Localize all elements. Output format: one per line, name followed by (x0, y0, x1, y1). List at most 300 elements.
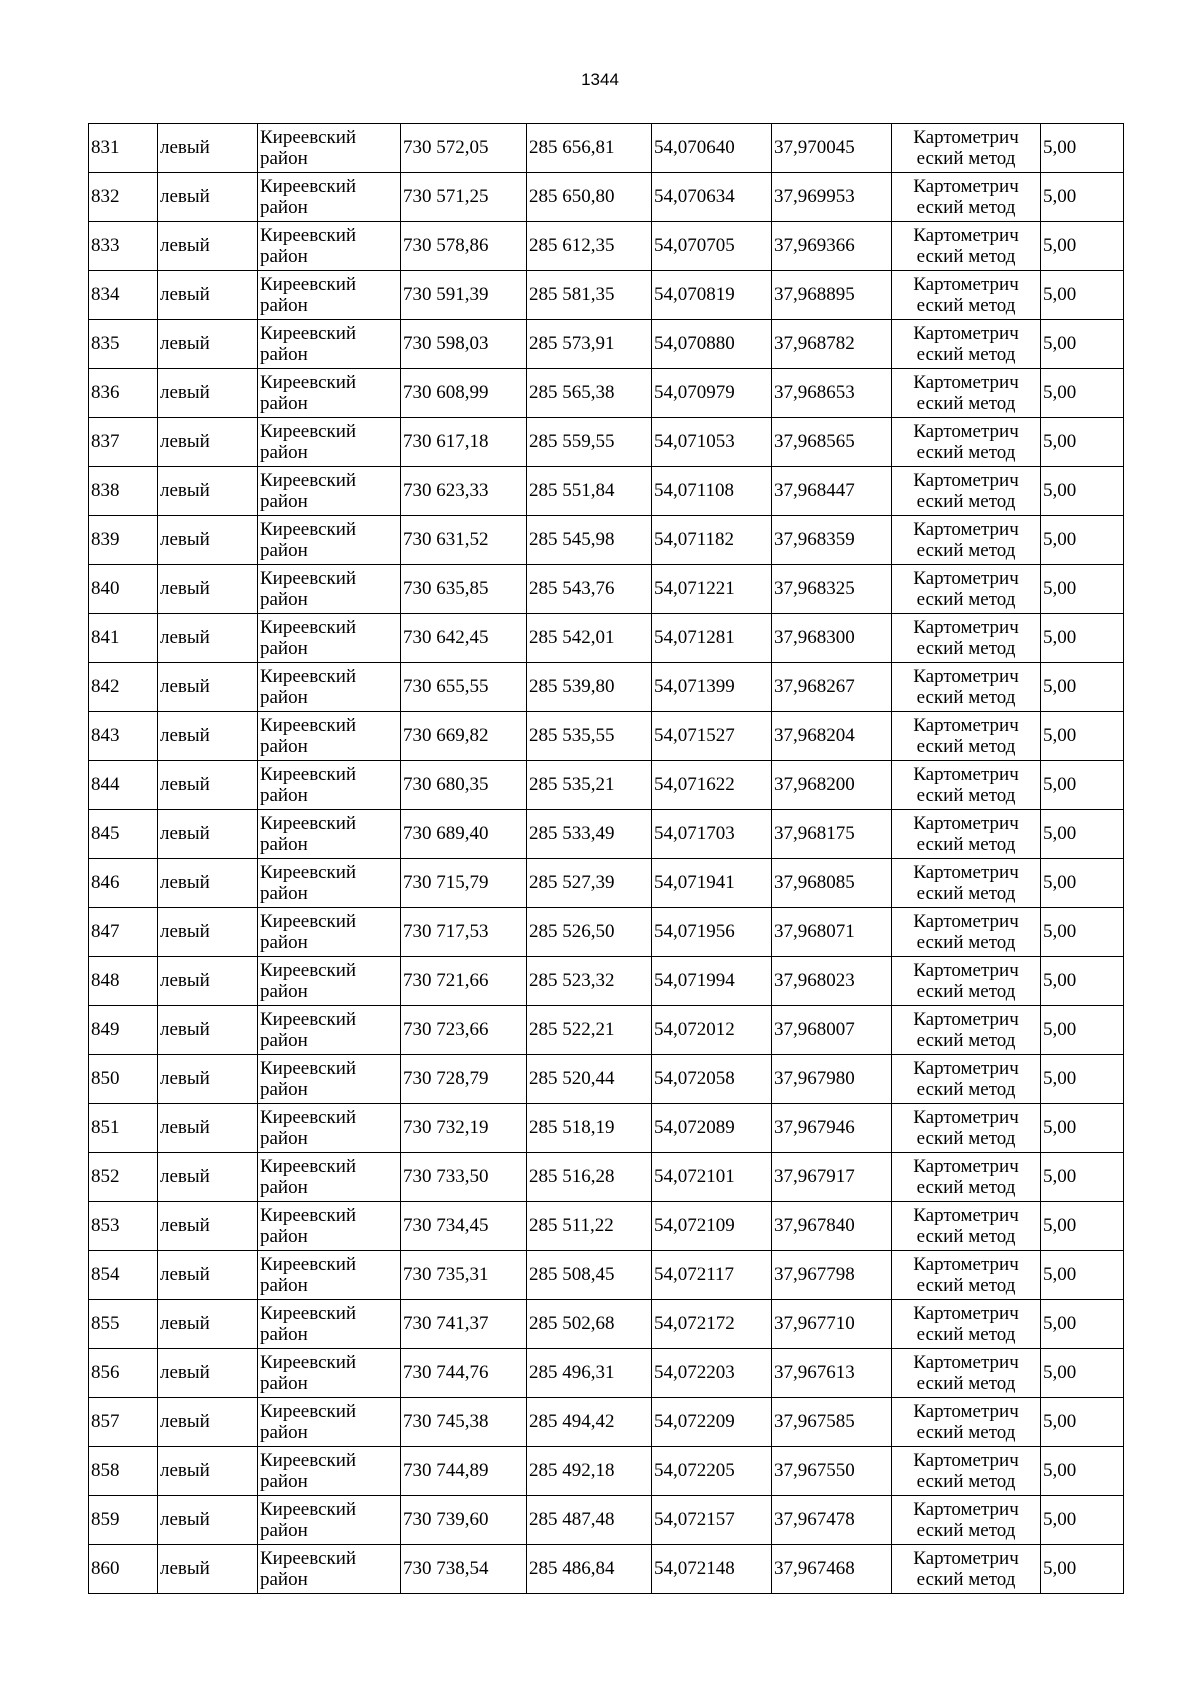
accuracy-cell (1041, 418, 1124, 467)
latitude-cell (652, 467, 772, 516)
method-cell (892, 271, 1041, 320)
district-cell (258, 124, 401, 173)
bank-side-cell (158, 1398, 258, 1447)
district-line-1: Киреевский (260, 1254, 357, 1275)
latitude-cell (652, 1300, 772, 1349)
longitude-cell (772, 1104, 892, 1153)
method-line-1: Картометрич (913, 372, 1019, 393)
y-coordinate-text: 285 508,45 (529, 1264, 615, 1285)
x-coordinate-text: 730 745,38 (403, 1411, 489, 1432)
bank-side-text: левый (160, 186, 210, 207)
x-coordinate-cell (401, 908, 527, 957)
x-coordinate-cell (401, 810, 527, 859)
y-coordinate-text: 285 511,22 (529, 1215, 614, 1236)
longitude-cell (772, 712, 892, 761)
longitude-cell (772, 124, 892, 173)
point-number-text: 834 (91, 284, 120, 305)
table-row (89, 1251, 1124, 1300)
bank-side-cell (158, 271, 258, 320)
point-number-text: 854 (91, 1264, 120, 1285)
table-row (89, 1055, 1124, 1104)
point-number-cell (89, 1349, 158, 1398)
latitude-cell (652, 1545, 772, 1594)
bank-side-cell (158, 222, 258, 271)
district-line-1: Киреевский (260, 813, 357, 834)
point-number-cell (89, 124, 158, 173)
longitude-text: 37,967468 (774, 1558, 855, 1579)
x-coordinate-cell (401, 859, 527, 908)
bank-side-cell (158, 1153, 258, 1202)
method-line-2: еский метод (916, 589, 1016, 610)
x-coordinate-text: 730 744,76 (403, 1362, 489, 1383)
y-coordinate-text: 285 559,55 (529, 431, 615, 452)
bank-side-cell (158, 1104, 258, 1153)
district-line-1: Киреевский (260, 617, 357, 638)
longitude-text: 37,968565 (774, 431, 855, 452)
accuracy-text: 5,00 (1043, 1019, 1077, 1040)
y-coordinate-text: 285 492,18 (529, 1460, 615, 1481)
accuracy-text: 5,00 (1043, 1117, 1077, 1138)
y-coordinate-text: 285 581,35 (529, 284, 615, 305)
point-number-cell (89, 712, 158, 761)
longitude-text: 37,968447 (774, 480, 855, 501)
point-number-cell (89, 320, 158, 369)
latitude-cell (652, 369, 772, 418)
longitude-cell (772, 1545, 892, 1594)
latitude-cell (652, 1104, 772, 1153)
longitude-text: 37,969366 (774, 235, 855, 256)
district-cell (258, 1006, 401, 1055)
table-row (89, 516, 1124, 565)
district-line-1: Киреевский (260, 715, 357, 736)
x-coordinate-cell (401, 1398, 527, 1447)
point-number-cell (89, 1153, 158, 1202)
y-coordinate-text: 285 612,35 (529, 235, 615, 256)
x-coordinate-text: 730 739,60 (403, 1509, 489, 1530)
page-number: 1344 (581, 70, 619, 89)
x-coordinate-text: 730 728,79 (403, 1068, 489, 1089)
bank-side-text: левый (160, 921, 210, 942)
x-coordinate-cell (401, 124, 527, 173)
y-coordinate-cell (527, 859, 652, 908)
district-cell (258, 1398, 401, 1447)
longitude-text: 37,968300 (774, 627, 855, 648)
method-cell (892, 1545, 1041, 1594)
accuracy-cell (1041, 1545, 1124, 1594)
y-coordinate-cell (527, 173, 652, 222)
accuracy-cell (1041, 1202, 1124, 1251)
table-row (89, 1300, 1124, 1349)
table-row (89, 1447, 1124, 1496)
latitude-cell (652, 173, 772, 222)
x-coordinate-text: 730 669,82 (403, 725, 489, 746)
y-coordinate-text: 285 518,19 (529, 1117, 615, 1138)
method-line-2: еский метод (916, 785, 1016, 806)
y-coordinate-cell (527, 712, 652, 761)
point-number-text: 844 (91, 774, 120, 795)
method-cell (892, 908, 1041, 957)
accuracy-text: 5,00 (1043, 872, 1077, 893)
latitude-text: 54,071956 (654, 921, 735, 942)
method-line-2: еский метод (916, 197, 1016, 218)
district-line-1: Киреевский (260, 274, 357, 295)
x-coordinate-cell (401, 467, 527, 516)
latitude-cell (652, 810, 772, 859)
method-cell (892, 859, 1041, 908)
x-coordinate-text: 730 655,55 (403, 676, 489, 697)
point-number-cell (89, 810, 158, 859)
table-row (89, 1349, 1124, 1398)
table-row (89, 222, 1124, 271)
point-number-text: 847 (91, 921, 120, 942)
longitude-cell (772, 1398, 892, 1447)
district-cell (258, 320, 401, 369)
latitude-text: 54,071281 (654, 627, 735, 648)
x-coordinate-cell (401, 1055, 527, 1104)
district-cell (258, 1251, 401, 1300)
longitude-cell (772, 320, 892, 369)
method-line-1: Картометрич (913, 1499, 1019, 1520)
district-line-2: район (260, 1520, 308, 1541)
bank-side-text: левый (160, 382, 210, 403)
method-line-1: Картометрич (913, 225, 1019, 246)
x-coordinate-cell (401, 1202, 527, 1251)
accuracy-cell (1041, 761, 1124, 810)
longitude-text: 37,967917 (774, 1166, 855, 1187)
latitude-cell (652, 222, 772, 271)
method-cell (892, 1398, 1041, 1447)
longitude-cell (772, 1251, 892, 1300)
longitude-cell (772, 908, 892, 957)
x-coordinate-text: 730 744,89 (403, 1460, 489, 1481)
latitude-cell (652, 516, 772, 565)
district-line-1: Киреевский (260, 127, 357, 148)
bank-side-cell (158, 663, 258, 712)
bank-side-text: левый (160, 627, 210, 648)
method-line-2: еский метод (916, 1471, 1016, 1492)
accuracy-text: 5,00 (1043, 676, 1077, 697)
district-line-2: район (260, 1030, 308, 1051)
accuracy-text: 5,00 (1043, 186, 1077, 207)
x-coordinate-text: 730 571,25 (403, 186, 489, 207)
longitude-text: 37,969953 (774, 186, 855, 207)
accuracy-text: 5,00 (1043, 1362, 1077, 1383)
y-coordinate-text: 285 535,21 (529, 774, 615, 795)
latitude-cell (652, 1055, 772, 1104)
method-line-1: Картометрич (913, 666, 1019, 687)
x-coordinate-text: 730 572,05 (403, 137, 489, 158)
x-coordinate-text: 730 721,66 (403, 970, 489, 991)
longitude-cell (772, 222, 892, 271)
method-cell (892, 124, 1041, 173)
accuracy-text: 5,00 (1043, 1558, 1077, 1579)
district-cell (258, 173, 401, 222)
point-number-text: 840 (91, 578, 120, 599)
longitude-cell (772, 1006, 892, 1055)
bank-side-cell (158, 1202, 258, 1251)
longitude-text: 37,967585 (774, 1411, 855, 1432)
method-line-2: еский метод (916, 1569, 1016, 1590)
latitude-cell (652, 418, 772, 467)
accuracy-cell (1041, 663, 1124, 712)
method-line-2: еский метод (916, 393, 1016, 414)
bank-side-text: левый (160, 1362, 210, 1383)
method-line-1: Картометрич (913, 421, 1019, 442)
longitude-text: 37,967613 (774, 1362, 855, 1383)
district-line-2: район (260, 344, 308, 365)
district-line-1: Киреевский (260, 666, 357, 687)
point-number-text: 858 (91, 1460, 120, 1481)
y-coordinate-text: 285 496,31 (529, 1362, 615, 1383)
table-row (89, 1545, 1124, 1594)
accuracy-text: 5,00 (1043, 1264, 1077, 1285)
latitude-text: 54,070640 (654, 137, 735, 158)
y-coordinate-cell (527, 565, 652, 614)
longitude-text: 37,968007 (774, 1019, 855, 1040)
method-line-1: Картометрич (913, 1058, 1019, 1079)
y-coordinate-text: 285 487,48 (529, 1509, 615, 1530)
bank-side-text: левый (160, 1264, 210, 1285)
x-coordinate-cell (401, 1300, 527, 1349)
method-cell (892, 320, 1041, 369)
y-coordinate-text: 285 522,21 (529, 1019, 615, 1040)
longitude-cell (772, 614, 892, 663)
district-line-1: Киреевский (260, 1450, 357, 1471)
longitude-text: 37,968175 (774, 823, 855, 844)
x-coordinate-cell (401, 565, 527, 614)
x-coordinate-cell (401, 1545, 527, 1594)
latitude-text: 54,070880 (654, 333, 735, 354)
bank-side-cell (158, 908, 258, 957)
y-coordinate-cell (527, 810, 652, 859)
latitude-cell (652, 1349, 772, 1398)
latitude-text: 54,072117 (654, 1264, 735, 1285)
bank-side-cell (158, 565, 258, 614)
method-cell (892, 369, 1041, 418)
bank-side-text: левый (160, 431, 210, 452)
latitude-cell (652, 614, 772, 663)
accuracy-text: 5,00 (1043, 137, 1077, 158)
district-cell (258, 1545, 401, 1594)
y-coordinate-text: 285 486,84 (529, 1558, 615, 1579)
bank-side-cell (158, 614, 258, 663)
district-line-1: Киреевский (260, 911, 357, 932)
district-line-2: район (260, 785, 308, 806)
bank-side-text: левый (160, 774, 210, 795)
y-coordinate-cell (527, 1104, 652, 1153)
accuracy-cell (1041, 1055, 1124, 1104)
method-cell (892, 810, 1041, 859)
bank-side-cell (158, 859, 258, 908)
bank-side-cell (158, 1545, 258, 1594)
method-line-1: Картометрич (913, 1009, 1019, 1030)
accuracy-cell (1041, 516, 1124, 565)
table-row (89, 1496, 1124, 1545)
method-line-2: еский метод (916, 344, 1016, 365)
method-cell (892, 614, 1041, 663)
latitude-cell (652, 1202, 772, 1251)
district-cell (258, 1300, 401, 1349)
bank-side-text: левый (160, 1019, 210, 1040)
accuracy-text: 5,00 (1043, 1215, 1077, 1236)
x-coordinate-cell (401, 1153, 527, 1202)
latitude-text: 54,070819 (654, 284, 735, 305)
y-coordinate-text: 285 650,80 (529, 186, 615, 207)
method-line-2: еский метод (916, 1520, 1016, 1541)
latitude-text: 54,070634 (654, 186, 735, 207)
district-line-1: Киреевский (260, 1548, 357, 1569)
table-row (89, 320, 1124, 369)
y-coordinate-cell (527, 1251, 652, 1300)
longitude-text: 37,967980 (774, 1068, 855, 1089)
y-coordinate-cell (527, 1447, 652, 1496)
table-row (89, 124, 1124, 173)
y-coordinate-cell (527, 1006, 652, 1055)
longitude-cell (772, 810, 892, 859)
method-cell (892, 516, 1041, 565)
accuracy-text: 5,00 (1043, 578, 1077, 599)
district-cell (258, 1055, 401, 1104)
district-line-2: район (260, 246, 308, 267)
bank-side-text: левый (160, 1509, 210, 1530)
accuracy-cell (1041, 1398, 1124, 1447)
x-coordinate-text: 730 591,39 (403, 284, 489, 305)
longitude-cell (772, 859, 892, 908)
method-line-1: Картометрич (913, 568, 1019, 589)
bank-side-cell (158, 467, 258, 516)
district-line-2: район (260, 148, 308, 169)
method-line-2: еский метод (916, 246, 1016, 267)
longitude-text: 37,968782 (774, 333, 855, 354)
method-line-2: еский метод (916, 687, 1016, 708)
bank-side-text: левый (160, 1558, 210, 1579)
latitude-cell (652, 320, 772, 369)
table-row (89, 859, 1124, 908)
table-row (89, 1006, 1124, 1055)
district-line-1: Киреевский (260, 1107, 357, 1128)
district-line-2: район (260, 981, 308, 1002)
latitude-cell (652, 1496, 772, 1545)
x-coordinate-cell (401, 1104, 527, 1153)
point-number-text: 832 (91, 186, 120, 207)
accuracy-cell (1041, 614, 1124, 663)
x-coordinate-text: 730 715,79 (403, 872, 489, 893)
method-line-1: Картометрич (913, 176, 1019, 197)
latitude-text: 54,071182 (654, 529, 735, 550)
method-line-2: еский метод (916, 1422, 1016, 1443)
point-number-cell (89, 1006, 158, 1055)
accuracy-text: 5,00 (1043, 431, 1077, 452)
y-coordinate-text: 285 535,55 (529, 725, 615, 746)
accuracy-text: 5,00 (1043, 529, 1077, 550)
longitude-cell (772, 467, 892, 516)
method-line-2: еский метод (916, 883, 1016, 904)
x-coordinate-text: 730 732,19 (403, 1117, 489, 1138)
bank-side-text: левый (160, 1068, 210, 1089)
table-row (89, 908, 1124, 957)
method-line-2: еский метод (916, 932, 1016, 953)
x-coordinate-text: 730 608,99 (403, 382, 489, 403)
method-cell (892, 418, 1041, 467)
y-coordinate-text: 285 573,91 (529, 333, 615, 354)
x-coordinate-text: 730 680,35 (403, 774, 489, 795)
bank-side-cell (158, 173, 258, 222)
accuracy-cell (1041, 222, 1124, 271)
longitude-text: 37,968085 (774, 872, 855, 893)
x-coordinate-cell (401, 1447, 527, 1496)
district-line-1: Киреевский (260, 862, 357, 883)
point-number-cell (89, 516, 158, 565)
y-coordinate-text: 285 565,38 (529, 382, 615, 403)
district-line-1: Киреевский (260, 372, 357, 393)
method-line-1: Картометрич (913, 960, 1019, 981)
latitude-cell (652, 1447, 772, 1496)
bank-side-cell (158, 1251, 258, 1300)
method-line-1: Картометрич (913, 1107, 1019, 1128)
district-cell (258, 712, 401, 761)
longitude-text: 37,968023 (774, 970, 855, 991)
bank-side-cell (158, 418, 258, 467)
point-number-cell (89, 173, 158, 222)
bank-side-text: левый (160, 1460, 210, 1481)
method-line-2: еский метод (916, 491, 1016, 512)
table-row (89, 810, 1124, 859)
latitude-cell (652, 565, 772, 614)
method-line-2: еский метод (916, 981, 1016, 1002)
method-line-1: Картометрич (913, 323, 1019, 344)
longitude-text: 37,968325 (774, 578, 855, 599)
longitude-cell (772, 1153, 892, 1202)
district-line-2: район (260, 1177, 308, 1198)
x-coordinate-cell (401, 516, 527, 565)
bank-side-cell (158, 810, 258, 859)
bank-side-text: левый (160, 1166, 210, 1187)
longitude-cell (772, 516, 892, 565)
point-number-cell (89, 369, 158, 418)
method-cell (892, 1104, 1041, 1153)
district-cell (258, 957, 401, 1006)
district-line-1: Киреевский (260, 1205, 357, 1226)
y-coordinate-text: 285 543,76 (529, 578, 615, 599)
bank-side-cell (158, 369, 258, 418)
x-coordinate-cell (401, 320, 527, 369)
point-number-cell (89, 271, 158, 320)
x-coordinate-text: 730 598,03 (403, 333, 489, 354)
method-cell (892, 1300, 1041, 1349)
accuracy-cell (1041, 1496, 1124, 1545)
longitude-text: 37,967710 (774, 1313, 855, 1334)
point-number-text: 857 (91, 1411, 120, 1432)
y-coordinate-text: 285 523,32 (529, 970, 615, 991)
method-line-2: еский метод (916, 1373, 1016, 1394)
x-coordinate-cell (401, 1349, 527, 1398)
table-row (89, 467, 1124, 516)
y-coordinate-text: 285 516,28 (529, 1166, 615, 1187)
point-number-cell (89, 1398, 158, 1447)
y-coordinate-text: 285 551,84 (529, 480, 615, 501)
district-line-1: Киреевский (260, 568, 357, 589)
method-line-2: еский метод (916, 736, 1016, 757)
accuracy-text: 5,00 (1043, 1313, 1077, 1334)
longitude-cell (772, 1055, 892, 1104)
accuracy-text: 5,00 (1043, 382, 1077, 403)
bank-side-text: левый (160, 529, 210, 550)
longitude-cell (772, 271, 892, 320)
method-cell (892, 1251, 1041, 1300)
method-line-1: Картометрич (913, 862, 1019, 883)
method-cell (892, 467, 1041, 516)
x-coordinate-cell (401, 222, 527, 271)
